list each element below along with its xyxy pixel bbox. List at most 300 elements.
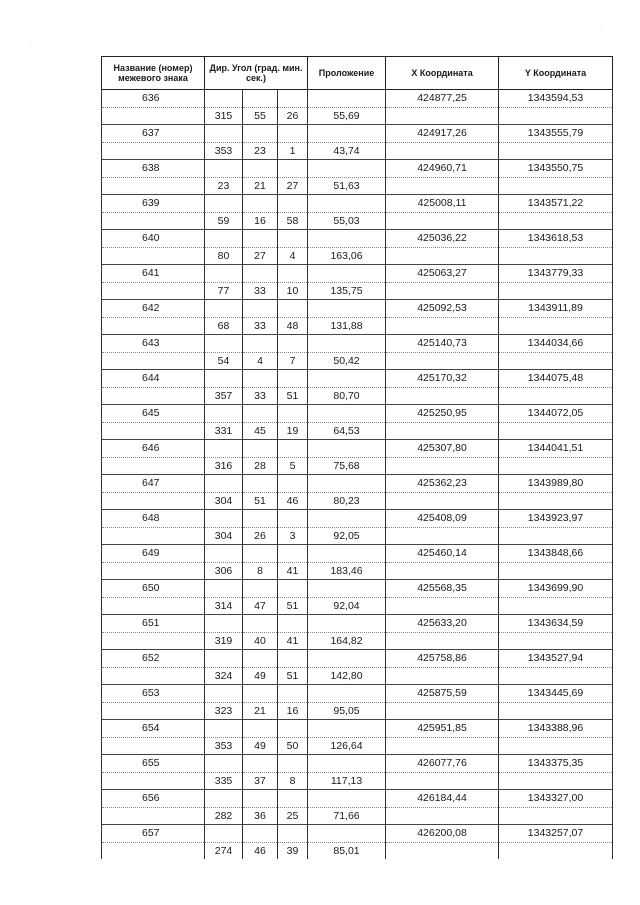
x-coordinate-cell: 425063,27	[386, 265, 499, 283]
point-row	[102, 650, 613, 668]
x-coordinate-cell: 425875,59	[386, 685, 499, 703]
empty-cell	[386, 807, 499, 825]
empty-cell	[243, 545, 278, 563]
empty-cell	[308, 335, 386, 353]
empty-cell	[308, 510, 386, 528]
empty-cell	[308, 650, 386, 668]
empty-cell	[102, 562, 205, 580]
angle-seconds-cell: 41	[278, 632, 308, 650]
empty-cell	[386, 177, 499, 195]
distance-cell: 80,23	[308, 492, 386, 510]
angle-seconds-cell: 41	[278, 562, 308, 580]
y-coordinate-cell: 1343618,53	[499, 230, 613, 248]
empty-cell	[278, 90, 308, 108]
segment-row	[102, 807, 613, 825]
point-row	[102, 440, 613, 458]
table-header-row	[102, 57, 613, 90]
angle-minutes-cell: 49	[243, 737, 278, 755]
empty-cell	[102, 387, 205, 405]
empty-cell	[243, 615, 278, 633]
angle-minutes-cell: 4	[243, 352, 278, 370]
empty-cell	[243, 335, 278, 353]
empty-cell	[205, 90, 243, 108]
angle-seconds-cell: 50	[278, 737, 308, 755]
x-coordinate-cell: 425460,14	[386, 545, 499, 563]
empty-cell	[278, 300, 308, 318]
x-coordinate-cell: 425951,85	[386, 720, 499, 738]
angle-degrees-cell: 282	[205, 807, 243, 825]
empty-cell	[205, 650, 243, 668]
point-row	[102, 265, 613, 283]
x-coordinate-cell: 424877,25	[386, 90, 499, 108]
empty-cell	[243, 195, 278, 213]
empty-cell	[243, 125, 278, 143]
angle-minutes-cell: 26	[243, 527, 278, 545]
y-coordinate-cell: 1343634,59	[499, 615, 613, 633]
empty-cell	[243, 720, 278, 738]
empty-cell	[386, 282, 499, 300]
empty-cell	[499, 457, 613, 475]
distance-cell: 55,69	[308, 107, 386, 125]
segment-row	[102, 702, 613, 720]
segment-row	[102, 737, 613, 755]
point-name-cell: 642	[102, 300, 205, 318]
empty-cell	[243, 825, 278, 843]
x-coordinate-cell: 424960,71	[386, 160, 499, 178]
y-coordinate-cell: 1343989,80	[499, 475, 613, 493]
y-coordinate-cell: 1343571,22	[499, 195, 613, 213]
point-row	[102, 720, 613, 738]
y-coordinate-cell: 1343388,96	[499, 720, 613, 738]
distance-column-header: Проложение	[308, 57, 386, 90]
empty-cell	[308, 545, 386, 563]
angle-degrees-cell: 274	[205, 842, 243, 859]
angle-minutes-cell: 46	[243, 842, 278, 859]
empty-cell	[308, 160, 386, 178]
empty-cell	[278, 685, 308, 703]
empty-cell	[243, 230, 278, 248]
empty-cell	[205, 545, 243, 563]
point-row	[102, 510, 613, 528]
empty-cell	[278, 510, 308, 528]
segment-row	[102, 387, 613, 405]
distance-cell: 131,88	[308, 317, 386, 335]
empty-cell	[243, 580, 278, 598]
empty-cell	[205, 265, 243, 283]
angle-minutes-cell: 33	[243, 387, 278, 405]
angle-minutes-cell: 37	[243, 772, 278, 790]
empty-cell	[278, 720, 308, 738]
empty-cell	[102, 737, 205, 755]
distance-cell: 55,03	[308, 212, 386, 230]
point-row	[102, 580, 613, 598]
empty-cell	[243, 475, 278, 493]
point-name-cell: 648	[102, 510, 205, 528]
angle-seconds-cell: 51	[278, 597, 308, 615]
empty-cell	[243, 370, 278, 388]
point-name-cell: 655	[102, 755, 205, 773]
y-coordinate-cell: 1343911,89	[499, 300, 613, 318]
point-name-cell: 656	[102, 790, 205, 808]
distance-cell: 117,13	[308, 772, 386, 790]
empty-cell	[205, 300, 243, 318]
empty-cell	[386, 142, 499, 160]
segment-row	[102, 842, 613, 859]
empty-cell	[308, 580, 386, 598]
angle-seconds-cell: 4	[278, 247, 308, 265]
empty-cell	[278, 335, 308, 353]
name-column-header: Название (номер) межевого знака	[102, 57, 205, 90]
empty-cell	[386, 247, 499, 265]
empty-cell	[205, 370, 243, 388]
y-coordinate-cell: 1343375,35	[499, 755, 613, 773]
angle-seconds-cell: 10	[278, 282, 308, 300]
segment-row	[102, 457, 613, 475]
empty-cell	[386, 317, 499, 335]
x-coordinate-cell: 425092,53	[386, 300, 499, 318]
empty-cell	[499, 632, 613, 650]
empty-cell	[386, 562, 499, 580]
x-coordinate-cell: 426184,44	[386, 790, 499, 808]
empty-cell	[386, 457, 499, 475]
point-row	[102, 475, 613, 493]
empty-cell	[386, 737, 499, 755]
empty-cell	[205, 195, 243, 213]
empty-cell	[308, 440, 386, 458]
x-coordinate-cell: 425008,11	[386, 195, 499, 213]
angle-seconds-cell: 48	[278, 317, 308, 335]
angle-minutes-cell: 28	[243, 457, 278, 475]
angle-seconds-cell: 27	[278, 177, 308, 195]
empty-cell	[278, 580, 308, 598]
point-row	[102, 125, 613, 143]
empty-cell	[499, 387, 613, 405]
empty-cell	[499, 597, 613, 615]
angle-seconds-cell: 5	[278, 457, 308, 475]
angle-minutes-cell: 33	[243, 317, 278, 335]
y-coordinate-cell: 1343527,94	[499, 650, 613, 668]
empty-cell	[205, 720, 243, 738]
distance-cell: 50,42	[308, 352, 386, 370]
point-name-cell: 647	[102, 475, 205, 493]
x-coordinate-cell: 425758,86	[386, 650, 499, 668]
angle-minutes-cell: 27	[243, 247, 278, 265]
point-name-cell: 652	[102, 650, 205, 668]
distance-cell: 135,75	[308, 282, 386, 300]
angle-degrees-cell: 80	[205, 247, 243, 265]
angle-seconds-cell: 16	[278, 702, 308, 720]
empty-cell	[499, 107, 613, 125]
empty-cell	[308, 615, 386, 633]
empty-cell	[205, 440, 243, 458]
empty-cell	[205, 475, 243, 493]
empty-cell	[499, 212, 613, 230]
segment-row	[102, 247, 613, 265]
empty-cell	[102, 527, 205, 545]
point-name-cell: 643	[102, 335, 205, 353]
empty-cell	[278, 825, 308, 843]
empty-cell	[205, 405, 243, 423]
distance-cell: 75,68	[308, 457, 386, 475]
x-coordinate-cell: 425408,09	[386, 510, 499, 528]
point-name-cell: 654	[102, 720, 205, 738]
segment-row	[102, 597, 613, 615]
angle-degrees-cell: 306	[205, 562, 243, 580]
point-name-cell: 641	[102, 265, 205, 283]
empty-cell	[499, 772, 613, 790]
distance-cell: 51,63	[308, 177, 386, 195]
empty-cell	[102, 177, 205, 195]
empty-cell	[308, 265, 386, 283]
angle-degrees-cell: 319	[205, 632, 243, 650]
empty-cell	[308, 755, 386, 773]
angle-minutes-cell: 40	[243, 632, 278, 650]
point-row	[102, 615, 613, 633]
empty-cell	[205, 125, 243, 143]
y-column-header: Y Координата	[499, 57, 613, 90]
angle-minutes-cell: 51	[243, 492, 278, 510]
point-row	[102, 755, 613, 773]
x-coordinate-cell: 426077,76	[386, 755, 499, 773]
segment-row	[102, 177, 613, 195]
angle-minutes-cell: 49	[243, 667, 278, 685]
table-body	[102, 90, 613, 860]
segment-row	[102, 667, 613, 685]
empty-cell	[499, 142, 613, 160]
y-coordinate-cell: 1343779,33	[499, 265, 613, 283]
angle-degrees-cell: 304	[205, 492, 243, 510]
x-coordinate-cell: 425170,32	[386, 370, 499, 388]
distance-cell: 163,06	[308, 247, 386, 265]
x-coordinate-cell: 425568,35	[386, 580, 499, 598]
angle-degrees-cell: 59	[205, 212, 243, 230]
angle-degrees-cell: 315	[205, 107, 243, 125]
point-row	[102, 790, 613, 808]
empty-cell	[386, 492, 499, 510]
empty-cell	[308, 125, 386, 143]
point-row	[102, 370, 613, 388]
angle-minutes-cell: 33	[243, 282, 278, 300]
empty-cell	[308, 790, 386, 808]
segment-row	[102, 317, 613, 335]
x-coordinate-cell: 425362,23	[386, 475, 499, 493]
angle-degrees-cell: 331	[205, 422, 243, 440]
distance-cell: 142,80	[308, 667, 386, 685]
segment-row	[102, 142, 613, 160]
distance-cell: 85,01	[308, 842, 386, 859]
empty-cell	[386, 387, 499, 405]
empty-cell	[499, 807, 613, 825]
point-row	[102, 405, 613, 423]
empty-cell	[308, 405, 386, 423]
point-row	[102, 685, 613, 703]
empty-cell	[499, 492, 613, 510]
empty-cell	[386, 667, 499, 685]
angle-seconds-cell: 19	[278, 422, 308, 440]
point-name-cell: 639	[102, 195, 205, 213]
empty-cell	[278, 790, 308, 808]
empty-cell	[278, 440, 308, 458]
distance-cell: 92,04	[308, 597, 386, 615]
angle-degrees-cell: 323	[205, 702, 243, 720]
y-coordinate-cell: 1344075,48	[499, 370, 613, 388]
angle-seconds-cell: 1	[278, 142, 308, 160]
angle-minutes-cell: 8	[243, 562, 278, 580]
empty-cell	[102, 212, 205, 230]
empty-cell	[205, 510, 243, 528]
distance-cell: 164,82	[308, 632, 386, 650]
empty-cell	[243, 300, 278, 318]
angle-degrees-cell: 324	[205, 667, 243, 685]
y-coordinate-cell: 1343327,00	[499, 790, 613, 808]
empty-cell	[308, 195, 386, 213]
x-coordinate-cell: 425250,95	[386, 405, 499, 423]
empty-cell	[205, 160, 243, 178]
point-name-cell: 651	[102, 615, 205, 633]
empty-cell	[499, 177, 613, 195]
segment-row	[102, 282, 613, 300]
angle-minutes-cell: 16	[243, 212, 278, 230]
empty-cell	[499, 422, 613, 440]
angle-degrees-cell: 77	[205, 282, 243, 300]
angle-seconds-cell: 39	[278, 842, 308, 859]
empty-cell	[278, 650, 308, 668]
empty-cell	[205, 685, 243, 703]
empty-cell	[102, 142, 205, 160]
empty-cell	[243, 440, 278, 458]
empty-cell	[278, 125, 308, 143]
segment-row	[102, 212, 613, 230]
angle-minutes-cell: 47	[243, 597, 278, 615]
point-name-cell: 637	[102, 125, 205, 143]
empty-cell	[205, 615, 243, 633]
empty-cell	[308, 685, 386, 703]
angle-minutes-cell: 45	[243, 422, 278, 440]
point-name-cell: 653	[102, 685, 205, 703]
point-name-cell: 650	[102, 580, 205, 598]
empty-cell	[386, 212, 499, 230]
angle-minutes-cell: 21	[243, 177, 278, 195]
point-row	[102, 195, 613, 213]
empty-cell	[102, 772, 205, 790]
empty-cell	[102, 352, 205, 370]
angle-degrees-cell: 353	[205, 737, 243, 755]
point-row	[102, 335, 613, 353]
angle-seconds-cell: 51	[278, 667, 308, 685]
x-coordinate-cell: 424917,26	[386, 125, 499, 143]
angle-minutes-cell: 23	[243, 142, 278, 160]
angle-degrees-cell: 353	[205, 142, 243, 160]
point-name-cell: 649	[102, 545, 205, 563]
distance-cell: 126,64	[308, 737, 386, 755]
y-coordinate-cell: 1344072,05	[499, 405, 613, 423]
empty-cell	[102, 632, 205, 650]
empty-cell	[308, 230, 386, 248]
empty-cell	[386, 352, 499, 370]
empty-cell	[102, 422, 205, 440]
empty-cell	[102, 597, 205, 615]
empty-cell	[386, 772, 499, 790]
segment-row	[102, 352, 613, 370]
angle-degrees-cell: 357	[205, 387, 243, 405]
empty-cell	[205, 790, 243, 808]
point-name-cell: 645	[102, 405, 205, 423]
empty-cell	[102, 807, 205, 825]
empty-cell	[243, 790, 278, 808]
empty-cell	[278, 755, 308, 773]
angle-degrees-cell: 23	[205, 177, 243, 195]
angle-seconds-cell: 26	[278, 107, 308, 125]
angle-seconds-cell: 46	[278, 492, 308, 510]
boundary-coordinates-table	[101, 56, 613, 859]
y-coordinate-cell: 1343445,69	[499, 685, 613, 703]
angle-seconds-cell: 25	[278, 807, 308, 825]
empty-cell	[278, 405, 308, 423]
angle-degrees-cell: 304	[205, 527, 243, 545]
y-coordinate-cell: 1343699,90	[499, 580, 613, 598]
angle-degrees-cell: 335	[205, 772, 243, 790]
empty-cell	[278, 265, 308, 283]
y-coordinate-cell: 1343257,07	[499, 825, 613, 843]
empty-cell	[278, 230, 308, 248]
segment-row	[102, 562, 613, 580]
empty-cell	[499, 352, 613, 370]
empty-cell	[308, 720, 386, 738]
point-name-cell: 638	[102, 160, 205, 178]
angle-seconds-cell: 8	[278, 772, 308, 790]
empty-cell	[243, 650, 278, 668]
empty-cell	[102, 247, 205, 265]
empty-cell	[278, 615, 308, 633]
empty-cell	[386, 597, 499, 615]
scan-noise: ·	[30, 40, 33, 50]
empty-cell	[499, 247, 613, 265]
segment-row	[102, 632, 613, 650]
empty-cell	[386, 527, 499, 545]
angle-degrees-cell: 316	[205, 457, 243, 475]
empty-cell	[386, 842, 499, 859]
point-row	[102, 545, 613, 563]
x-coordinate-cell: 425140,73	[386, 335, 499, 353]
point-name-cell: 657	[102, 825, 205, 843]
empty-cell	[205, 755, 243, 773]
point-row	[102, 90, 613, 108]
angle-seconds-cell: 3	[278, 527, 308, 545]
angle-seconds-cell: 58	[278, 212, 308, 230]
y-coordinate-cell: 1344034,66	[499, 335, 613, 353]
y-coordinate-cell: 1344041,51	[499, 440, 613, 458]
empty-cell	[243, 265, 278, 283]
empty-cell	[386, 107, 499, 125]
y-coordinate-cell: 1343594,53	[499, 90, 613, 108]
empty-cell	[205, 335, 243, 353]
empty-cell	[278, 160, 308, 178]
empty-cell	[386, 702, 499, 720]
distance-cell: 64,53	[308, 422, 386, 440]
point-name-cell: 644	[102, 370, 205, 388]
point-name-cell: 640	[102, 230, 205, 248]
point-row	[102, 825, 613, 843]
empty-cell	[308, 300, 386, 318]
empty-cell	[243, 755, 278, 773]
point-name-cell: 646	[102, 440, 205, 458]
empty-cell	[243, 405, 278, 423]
x-coordinate-cell: 425307,80	[386, 440, 499, 458]
empty-cell	[243, 160, 278, 178]
segment-row	[102, 422, 613, 440]
distance-cell: 92,05	[308, 527, 386, 545]
x-column-header: X Координата	[386, 57, 499, 90]
